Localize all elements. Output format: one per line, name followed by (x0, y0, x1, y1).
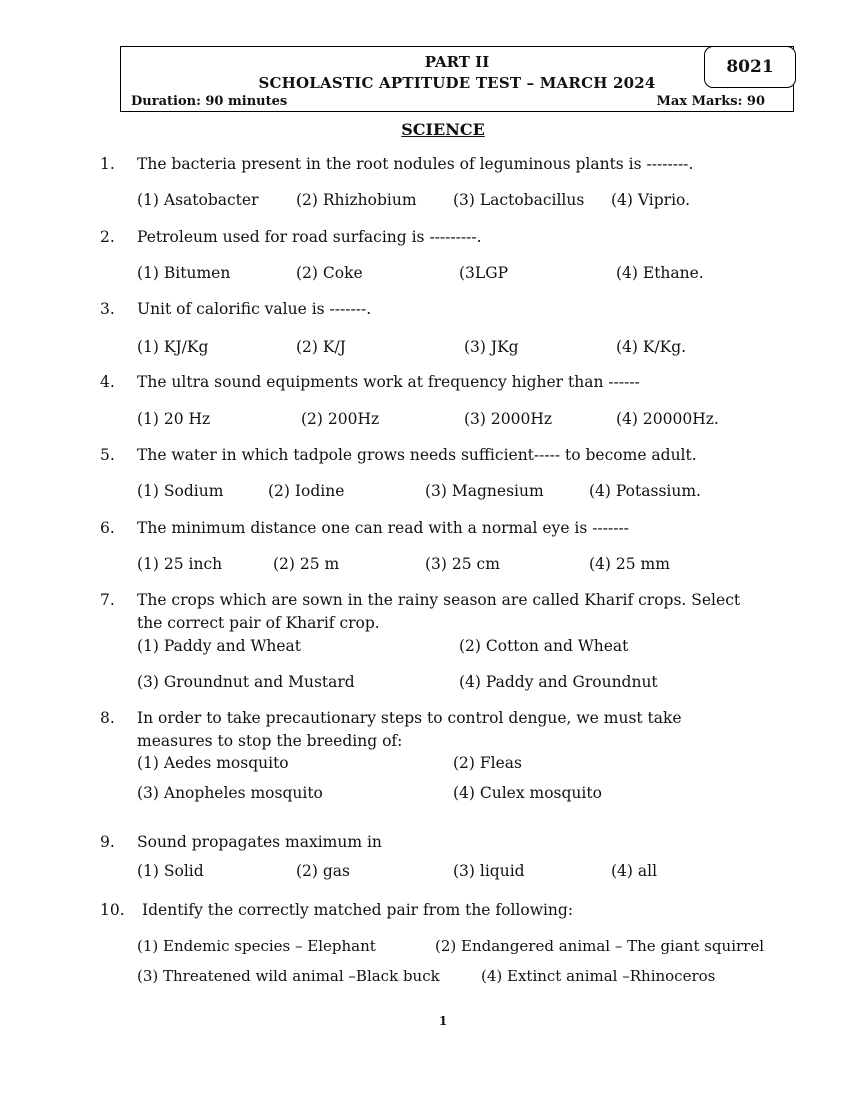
question-7-text-line-1: The crops which are sown in the rainy season are called Kharif crops. Select (137, 591, 741, 609)
question-9-text: Sound propagates maximum in (137, 833, 382, 851)
question-9-option-4: (4) all (611, 862, 658, 880)
question-9-option-1: (1) Solid (137, 862, 204, 880)
question-6-option-2: (2) 25 m (273, 555, 340, 573)
question-4-text: The ultra sound equipments work at frequency higher than ------ (137, 373, 640, 391)
max-marks-label: Max Marks: 90 (656, 94, 765, 109)
question-1-option-4: (4) Viprio. (611, 191, 691, 209)
duration-label: Duration: 90 minutes (131, 94, 288, 109)
question-7-number: 7. (100, 591, 115, 609)
question-5-option-1: (1) Sodium (137, 482, 224, 500)
question-2-text: Petroleum used for road surfacing is ---------. (137, 228, 482, 246)
question-10-option-4: (4) Extinct animal –Rhinoceros (481, 967, 716, 985)
question-5-option-3: (3) Magnesium (425, 482, 544, 500)
question-7-option-2: (2) Cotton and Wheat (459, 637, 629, 655)
question-8-number: 8. (100, 709, 115, 727)
question-9-number: 9. (100, 833, 115, 851)
question-7-option-1: (1) Paddy and Wheat (137, 637, 302, 655)
part-label: PART II (424, 53, 490, 71)
question-1-number: 1. (100, 155, 115, 173)
question-1-option-3: (3) Lactobacillus (453, 191, 585, 209)
paper-code: 8021 (704, 46, 796, 88)
question-9-option-3: (3) liquid (453, 862, 525, 880)
question-6-text: The minimum distance one can read with a normal eye is ------- (137, 519, 629, 537)
question-3-option-3: (3) JKg (464, 338, 519, 356)
question-4-option-2: (2) 200Hz (301, 410, 380, 428)
question-10-option-1: (1) Endemic species – Elephant (137, 937, 376, 955)
question-2-option-1: (1) Bitumen (137, 264, 231, 282)
question-6-option-3: (3) 25 cm (425, 555, 500, 573)
question-8-text-line-2: measures to stop the breeding of: (137, 732, 403, 750)
question-7-text-line-2: the correct pair of Kharif crop. (137, 614, 380, 632)
question-3-option-1: (1) KJ/Kg (137, 338, 209, 356)
question-10-text: Identify the correctly matched pair from the following: (142, 901, 574, 919)
question-10-option-2: (2) Endangered animal – The giant squirrel (435, 937, 765, 955)
question-4-number: 4. (100, 373, 115, 391)
question-3-number: 3. (100, 300, 115, 318)
question-6-option-4: (4) 25 mm (589, 555, 670, 573)
exam-header (120, 46, 794, 112)
question-5-number: 5. (100, 446, 115, 464)
exam-title: SCHOLASTIC APTITUDE TEST – MARCH 2024 (258, 74, 656, 92)
question-4-option-3: (3) 2000Hz (464, 410, 553, 428)
question-2-number: 2. (100, 228, 115, 246)
question-8-option-2: (2) Fleas (453, 754, 522, 772)
question-10-number: 10. (100, 901, 125, 919)
question-8-option-3: (3) Anopheles mosquito (137, 784, 323, 802)
question-6-option-1: (1) 25 inch (137, 555, 223, 573)
question-3-text: Unit of calorific value is -------. (137, 300, 372, 318)
question-10-option-3: (3) Threatened wild animal –Black buck (137, 967, 440, 985)
question-3-option-2: (2) K/J (296, 338, 346, 356)
question-1-option-1: (1) Asatobacter (137, 191, 259, 209)
question-3-option-4: (4) K/Kg. (616, 338, 687, 356)
question-8-option-1: (1) Aedes mosquito (137, 754, 289, 772)
question-2-option-2: (2) Coke (296, 264, 363, 282)
question-2-option-3: (3LGP (459, 264, 509, 282)
question-1-option-2: (2) Rhizhobium (296, 191, 417, 209)
subject-heading: SCIENCE (401, 120, 485, 139)
question-1-text: The bacteria present in the root nodules of leguminous plants is --------. (137, 155, 694, 173)
question-6-number: 6. (100, 519, 115, 537)
question-5-option-2: (2) Iodine (268, 482, 345, 500)
question-2-option-4: (4) Ethane. (616, 264, 704, 282)
question-5-option-4: (4) Potassium. (589, 482, 701, 500)
question-4-option-4: (4) 20000Hz. (616, 410, 719, 428)
question-8-text-line-1: In order to take precautionary steps to control dengue, we must take (137, 709, 682, 727)
question-4-option-1: (1) 20 Hz (137, 410, 211, 428)
question-9-option-2: (2) gas (296, 862, 351, 880)
page-number: 1 (438, 1014, 448, 1028)
question-8-option-4: (4) Culex mosquito (453, 784, 602, 802)
question-7-option-4: (4) Paddy and Groundnut (459, 673, 658, 691)
question-5-text: The water in which tadpole grows needs sufficient----- to become adult. (137, 446, 697, 464)
question-7-option-3: (3) Groundnut and Mustard (137, 673, 355, 691)
